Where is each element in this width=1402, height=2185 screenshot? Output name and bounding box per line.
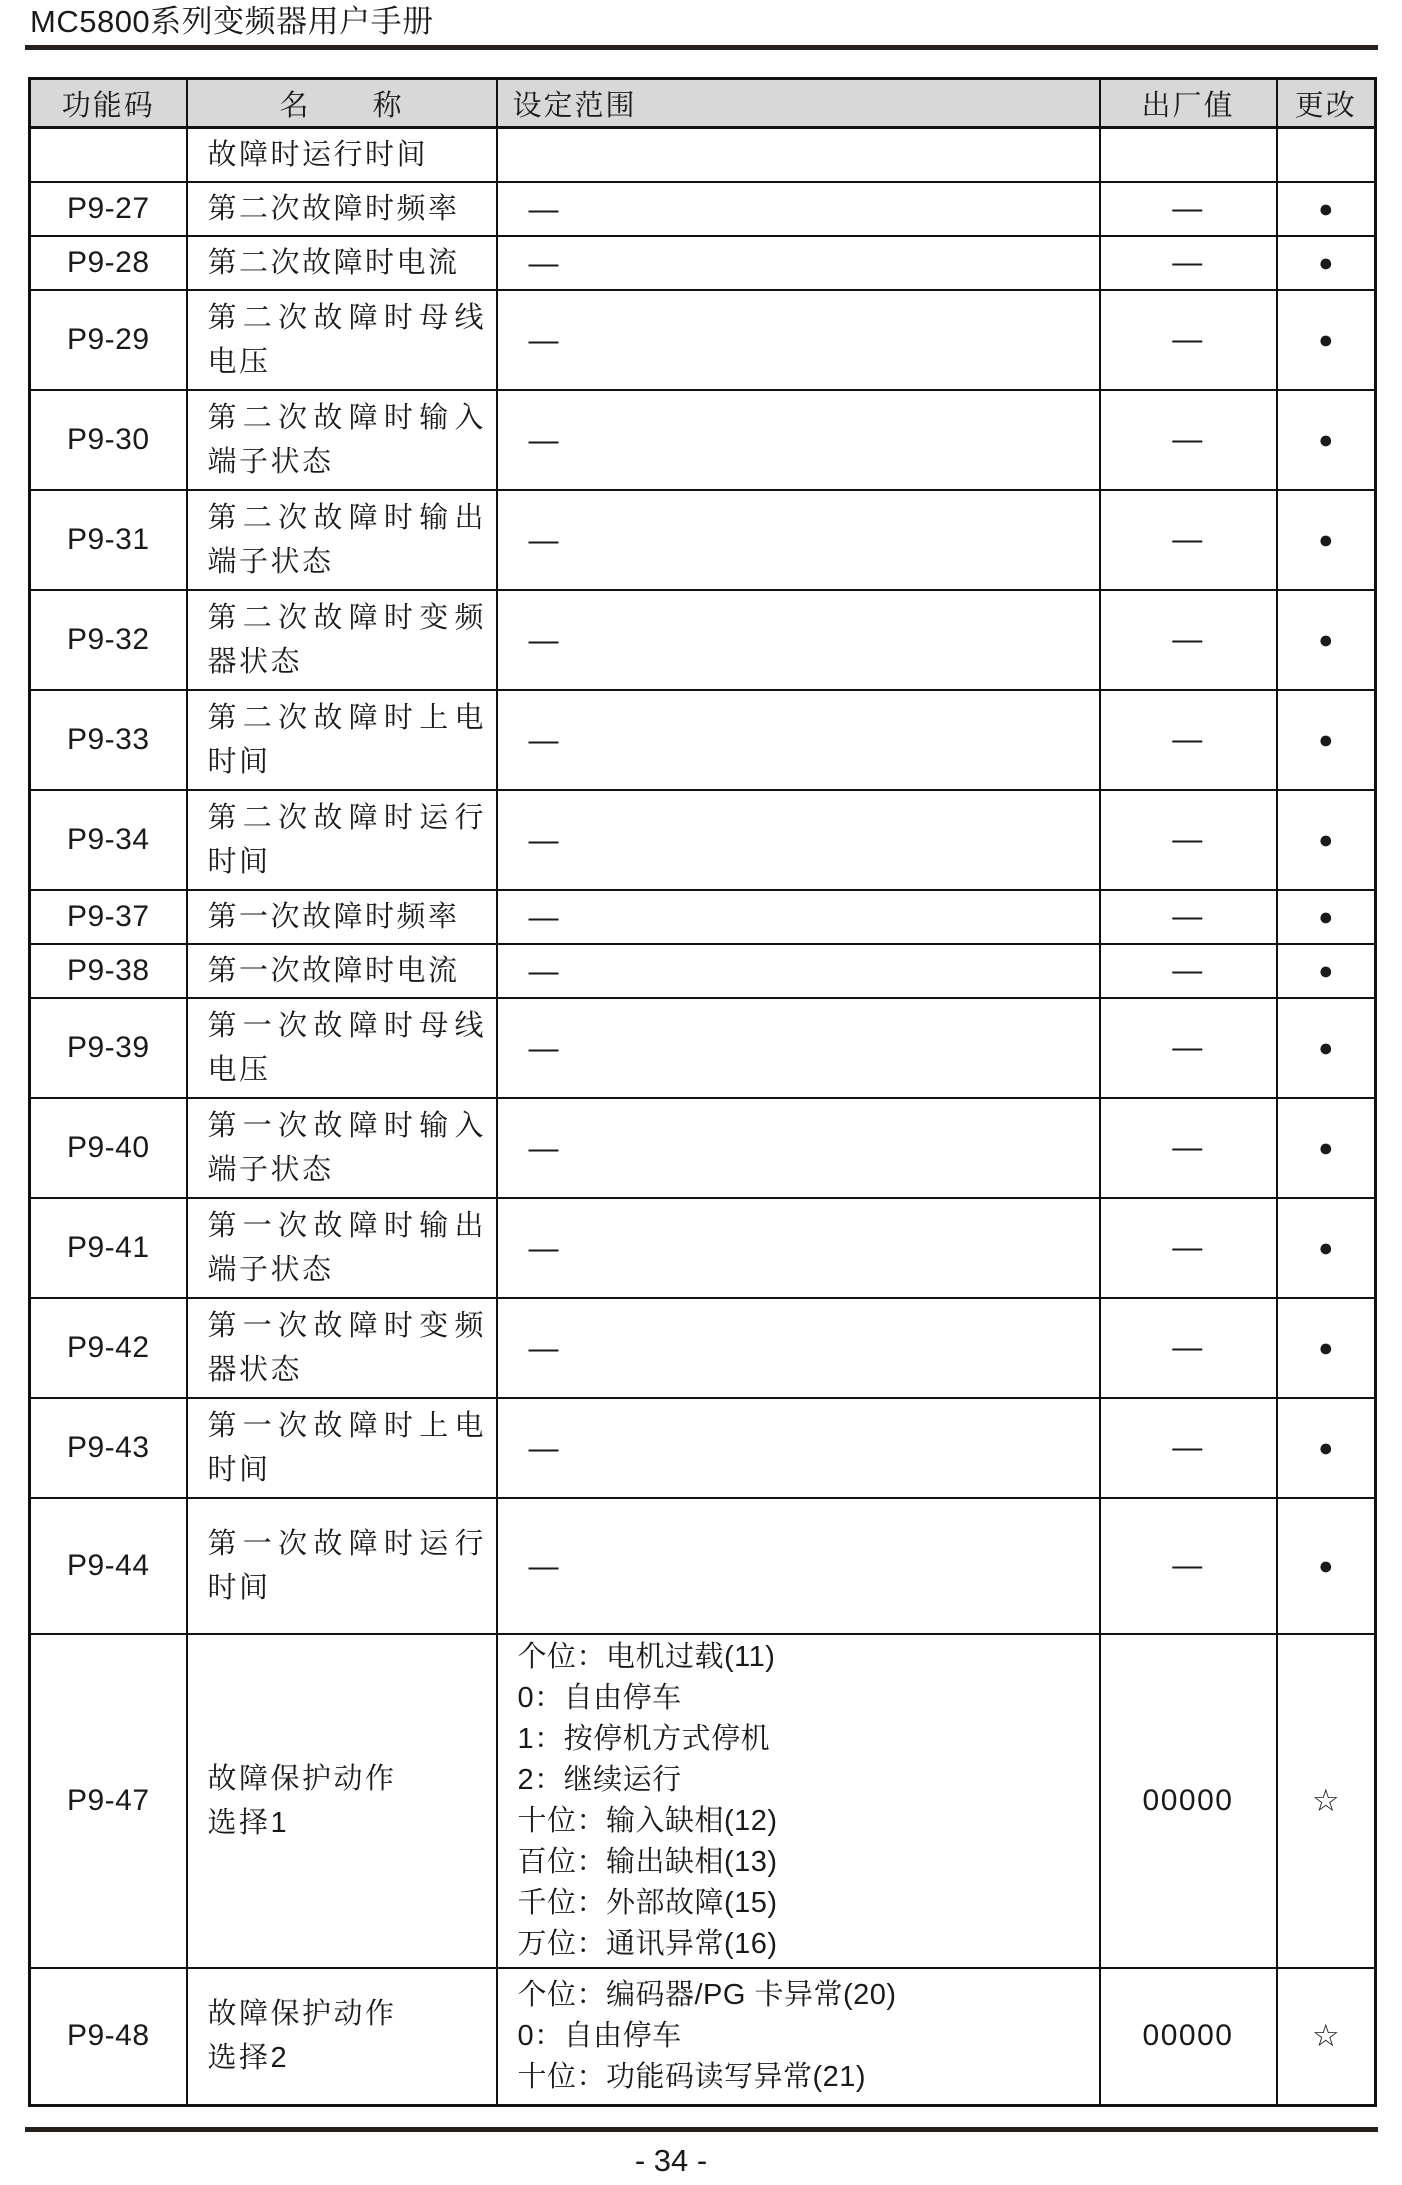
function-code-cell (30, 128, 187, 183)
setting-range-cell (497, 1198, 1100, 1298)
column-header-factory-value: 出厂值 (1100, 79, 1277, 128)
param-name-line: 器状态 (207, 646, 303, 678)
table-row (30, 790, 1376, 890)
table-row (30, 128, 1376, 183)
param-name-line: 第一次故障时母线 (207, 1010, 484, 1042)
setting-range-line: — (528, 823, 559, 857)
function-code-cell: P9-44 (30, 1498, 187, 1634)
filled-circle-icon: ● (1318, 1433, 1334, 1462)
setting-range-line: — (528, 954, 559, 988)
param-name-line: 时间 (207, 1454, 271, 1486)
function-code-table (28, 77, 1377, 2107)
filled-circle-icon: ● (1318, 625, 1334, 654)
setting-range-line: 千位：外部故障(15) (517, 1887, 778, 1919)
star-icon: ☆ (1311, 2018, 1340, 2054)
setting-range-cell (497, 290, 1100, 390)
column-header-setting-range: 设定范围 (497, 79, 1100, 128)
setting-range-cell (497, 690, 1100, 790)
table-row (30, 998, 1376, 1098)
setting-range-line: 2：继续运行 (517, 1764, 682, 1796)
param-name-cell (187, 182, 497, 236)
param-name-line: 第一次故障时输出 (207, 1210, 484, 1242)
param-name-cell (187, 236, 497, 290)
table-row (30, 890, 1376, 944)
setting-range-cell (497, 390, 1100, 490)
setting-range-line: 万位：通讯异常(16) (517, 1928, 778, 1960)
table-row (30, 1968, 1376, 2105)
setting-range-cell (497, 128, 1100, 183)
change-flag-cell (1277, 790, 1376, 890)
star-icon: ☆ (1311, 1783, 1340, 1818)
param-name-cell (187, 390, 497, 490)
filled-circle-icon: ● (1318, 525, 1334, 554)
change-flag-cell (1277, 490, 1376, 590)
setting-range-line: — (528, 323, 559, 357)
factory-value-cell: — (1100, 290, 1277, 390)
setting-range-line: 百位：输出缺相(13) (517, 1846, 778, 1878)
param-name-line: 电压 (207, 346, 271, 378)
param-name-line: 故障保护动作 (207, 1998, 397, 2031)
filled-circle-icon: ● (1318, 425, 1334, 454)
setting-range-line: 个位：电机过载(11) (517, 1641, 776, 1673)
change-flag-cell (1277, 290, 1376, 390)
setting-range-cell (497, 1498, 1100, 1634)
footer-rule (25, 2127, 1378, 2132)
param-name-cell (187, 290, 497, 390)
param-name-line: 第一次故障时电流 (207, 955, 460, 987)
param-name-cell (187, 1968, 497, 2105)
change-flag-cell (1277, 1634, 1376, 1968)
setting-range-line: 0：自由停车 (517, 2019, 682, 2052)
function-code-cell: P9-47 (30, 1634, 187, 1968)
factory-value-cell: — (1100, 1398, 1277, 1498)
setting-range-line: — (528, 1549, 559, 1583)
setting-range-cell (497, 1968, 1100, 2105)
param-name-line: 第二次故障时输入 (207, 402, 484, 434)
table-row (30, 1634, 1376, 1968)
function-code-cell: P9-31 (30, 490, 187, 590)
factory-value-cell: — (1100, 390, 1277, 490)
function-code-cell: P9-30 (30, 390, 187, 490)
change-flag-cell (1277, 1198, 1376, 1298)
setting-range-line: — (528, 246, 559, 280)
factory-value-cell (1100, 128, 1277, 183)
table-row (30, 490, 1376, 590)
factory-value-cell: — (1100, 182, 1277, 236)
factory-value-cell: — (1100, 1498, 1277, 1634)
factory-value-cell: — (1100, 1098, 1277, 1198)
table-row (30, 1498, 1376, 1634)
factory-value-cell: — (1100, 1298, 1277, 1398)
param-name-line: 第二次故障时电流 (207, 247, 460, 279)
change-flag-cell (1277, 236, 1376, 290)
setting-range-line: — (528, 523, 559, 557)
param-name-cell (187, 128, 497, 183)
function-code-cell: P9-28 (30, 236, 187, 290)
factory-value-cell: — (1100, 490, 1277, 590)
filled-circle-icon: ● (1318, 1133, 1334, 1162)
setting-range-line: 十位：功能码读写异常(21) (517, 2060, 867, 2093)
setting-range-cell (497, 182, 1100, 236)
factory-value-cell: 00000 (1100, 1968, 1277, 2105)
setting-range-cell (497, 944, 1100, 998)
filled-circle-icon: ● (1318, 325, 1334, 354)
setting-range-line: — (528, 192, 559, 226)
param-name-line: 端子状态 (207, 1154, 334, 1186)
table-row (30, 290, 1376, 390)
param-name-line: 端子状态 (207, 1254, 334, 1286)
setting-range-cell (497, 1398, 1100, 1498)
change-flag-cell (1277, 998, 1376, 1098)
change-flag-cell (1277, 182, 1376, 236)
param-name-cell (187, 1398, 497, 1498)
column-header-change: 更改 (1277, 79, 1376, 128)
table-row (30, 1298, 1376, 1398)
filled-circle-icon: ● (1318, 1551, 1334, 1580)
function-code-cell: P9-48 (30, 1968, 187, 2105)
page-number: - 34 - (634, 2143, 708, 2178)
param-name-line: 故障保护动作 (207, 1763, 397, 1795)
param-name-line: 选择2 (207, 2042, 290, 2075)
table-row (30, 1098, 1376, 1198)
factory-value-cell: — (1100, 1198, 1277, 1298)
param-name-cell (187, 590, 497, 690)
change-flag-cell (1277, 1498, 1376, 1634)
param-name-cell (187, 1498, 497, 1634)
param-name-line: 时间 (207, 746, 271, 778)
param-name-line: 端子状态 (207, 446, 334, 478)
factory-value-cell: — (1100, 890, 1277, 944)
param-name-cell (187, 1298, 497, 1398)
factory-value-cell: — (1100, 944, 1277, 998)
factory-value-cell: — (1100, 236, 1277, 290)
table-row (30, 390, 1376, 490)
table-row (30, 236, 1376, 290)
setting-range-line: 1：按停机方式停机 (517, 1723, 771, 1755)
factory-value-cell: — (1100, 690, 1277, 790)
function-code-cell: P9-43 (30, 1398, 187, 1498)
param-name-line: 第二次故障时母线 (207, 302, 484, 334)
setting-range-line: — (528, 900, 559, 934)
filled-circle-icon: ● (1318, 1233, 1334, 1262)
table-row (30, 590, 1376, 690)
filled-circle-icon: ● (1318, 725, 1334, 754)
param-name-line: 第一次故障时上电 (207, 1410, 484, 1442)
param-name-line: 第一次故障时输入 (207, 1110, 484, 1142)
function-code-cell: P9-38 (30, 944, 187, 998)
function-code-cell: P9-37 (30, 890, 187, 944)
table-row (30, 182, 1376, 236)
filled-circle-icon: ● (1318, 902, 1334, 931)
param-name-cell (187, 490, 497, 590)
param-name-cell (187, 1634, 497, 1968)
function-code-cell: P9-41 (30, 1198, 187, 1298)
param-name-line: 第二次故障时运行 (207, 802, 484, 834)
column-header-name: 名 称 (187, 79, 497, 128)
param-name-line: 第二次故障时变频 (207, 602, 484, 634)
table-row (30, 1198, 1376, 1298)
factory-value-cell: — (1100, 998, 1277, 1098)
setting-range-line: 十位：输入缺相(12) (517, 1805, 778, 1837)
setting-range-line: — (528, 1231, 559, 1265)
column-header-function-code: 功能码 (30, 79, 187, 128)
param-name-line: 端子状态 (207, 546, 334, 578)
param-name-line: 第二次故障时输出 (207, 502, 484, 534)
filled-circle-icon: ● (1318, 1033, 1334, 1062)
param-name-cell (187, 1198, 497, 1298)
table-row (30, 690, 1376, 790)
filled-circle-icon: ● (1318, 1333, 1334, 1362)
setting-range-cell (497, 590, 1100, 690)
setting-range-line: 个位：编码器/PG 卡异常(20) (517, 1978, 897, 2011)
param-name-line: 故障时运行时间 (207, 139, 429, 171)
filled-circle-icon: ● (1318, 825, 1334, 854)
setting-range-cell (497, 890, 1100, 944)
param-name-cell (187, 944, 497, 998)
function-code-cell: P9-42 (30, 1298, 187, 1398)
setting-range-cell (497, 490, 1100, 590)
factory-value-cell: — (1100, 590, 1277, 690)
change-flag-cell (1277, 128, 1376, 183)
param-name-line: 第二次故障时频率 (207, 193, 460, 225)
change-flag-cell (1277, 390, 1376, 490)
param-name-cell (187, 790, 497, 890)
param-name-line: 器状态 (207, 1354, 303, 1386)
table-header-row (30, 79, 1376, 128)
param-name-line: 电压 (207, 1054, 271, 1086)
function-code-cell: P9-39 (30, 998, 187, 1098)
param-name-cell (187, 690, 497, 790)
setting-range-cell (497, 236, 1100, 290)
filled-circle-icon: ● (1318, 956, 1334, 985)
param-name-cell (187, 890, 497, 944)
table-body (30, 128, 1376, 2106)
change-flag-cell (1277, 944, 1376, 998)
function-code-cell: P9-40 (30, 1098, 187, 1198)
param-name-line: 第二次故障时上电 (207, 702, 484, 734)
function-code-cell: P9-29 (30, 290, 187, 390)
setting-range-cell (497, 790, 1100, 890)
change-flag-cell (1277, 690, 1376, 790)
change-flag-cell (1277, 1098, 1376, 1198)
setting-range-line: — (528, 1331, 559, 1365)
param-name-line: 第一次故障时运行 (207, 1528, 484, 1560)
doc-title: MC5800系列变频器用户手册 (30, 4, 434, 39)
param-name-line: 第一次故障时变频 (207, 1310, 484, 1342)
setting-range-cell (497, 1298, 1100, 1398)
param-name-cell (187, 998, 497, 1098)
change-flag-cell (1277, 1398, 1376, 1498)
setting-range-line: — (528, 1031, 559, 1065)
header-rule (25, 45, 1378, 50)
change-flag-cell (1277, 590, 1376, 690)
function-code-cell: P9-27 (30, 182, 187, 236)
param-name-line: 第一次故障时频率 (207, 901, 460, 933)
param-name-line: 选择1 (207, 1807, 290, 1839)
setting-range-line: — (528, 623, 559, 657)
param-name-line: 时间 (207, 1572, 271, 1604)
factory-value-cell: — (1100, 790, 1277, 890)
setting-range-line: — (528, 423, 559, 457)
setting-range-line: — (528, 1131, 559, 1165)
change-flag-cell (1277, 890, 1376, 944)
function-code-cell: P9-32 (30, 590, 187, 690)
setting-range-line: — (528, 723, 559, 757)
setting-range-line: — (528, 1431, 559, 1465)
function-code-cell: P9-34 (30, 790, 187, 890)
change-flag-cell (1277, 1298, 1376, 1398)
setting-range-cell (497, 1098, 1100, 1198)
filled-circle-icon: ● (1318, 248, 1334, 277)
setting-range-line: 0：自由停车 (517, 1682, 682, 1714)
param-name-line: 时间 (207, 846, 271, 878)
function-code-cell: P9-33 (30, 690, 187, 790)
param-name-cell (187, 1098, 497, 1198)
change-flag-cell (1277, 1968, 1376, 2105)
factory-value-cell: 00000 (1100, 1634, 1277, 1968)
table-row (30, 1398, 1376, 1498)
table-row (30, 944, 1376, 998)
filled-circle-icon: ● (1318, 194, 1334, 223)
setting-range-cell (497, 1634, 1100, 1968)
setting-range-cell (497, 998, 1100, 1098)
